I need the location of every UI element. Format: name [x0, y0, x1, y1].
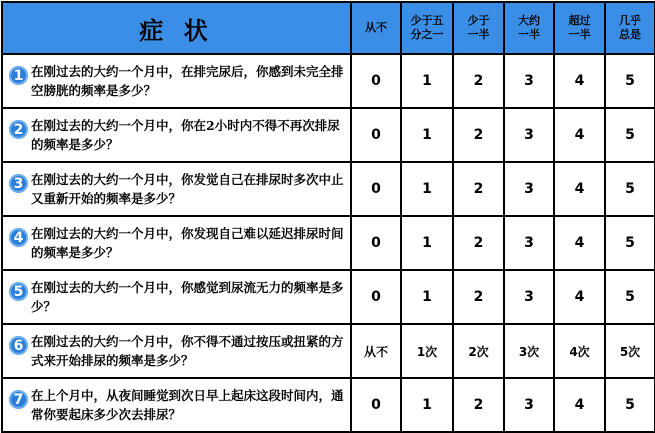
score-option[interactable]: 0	[351, 108, 401, 162]
number-6-icon: 6	[9, 336, 28, 355]
header-option-less-than-half: 少于 一半	[453, 2, 504, 54]
score-option[interactable]: 2	[453, 378, 504, 432]
question-text: 在刚过去的大约一个月中，你感觉到尿流无力的频率是多少？	[31, 280, 344, 314]
number-4-icon: 4	[9, 228, 28, 247]
score-option[interactable]: 4	[554, 108, 605, 162]
symptom-score-table	[1, 1, 655, 433]
score-option[interactable]: 4	[554, 216, 605, 270]
score-option[interactable]: 3	[504, 378, 554, 432]
question-cell	[2, 216, 351, 270]
question-text: 在刚过去的大约一个月中，你在2小时内不得不再次排尿的频率是多少？	[31, 118, 340, 152]
question-text: 在刚过去的大约一个月中，你不得不通过按压或扭紧的方式来开始排尿的频率是多少？	[31, 334, 344, 368]
score-option[interactable]: 3	[504, 162, 554, 216]
score-option[interactable]: 1	[401, 378, 453, 432]
score-option[interactable]: 0	[351, 54, 401, 108]
score-option[interactable]: 3次	[504, 324, 554, 378]
score-option[interactable]: 5	[605, 270, 655, 324]
score-option[interactable]: 0	[351, 270, 401, 324]
question-text: 在刚过去的大约一个月中，你发现自己难以延迟排尿时间的频率是多少？	[31, 226, 344, 260]
header-option-about-half: 大约 一半	[504, 2, 554, 54]
score-option[interactable]: 5	[605, 162, 655, 216]
question-text: 在刚过去的大约一个月中，在排完尿后，你感到未完全排空膀胱的频率是多少？	[31, 64, 344, 98]
question-cell	[2, 108, 351, 162]
score-option[interactable]: 5次	[605, 324, 655, 378]
score-option[interactable]: 2	[453, 216, 504, 270]
score-option[interactable]: 4	[554, 54, 605, 108]
question-text: 在刚过去的大约一个月中，你发觉自己在排尿时多次中止又重新开始的频率是多少？	[31, 172, 344, 206]
number-3-icon: 3	[9, 174, 28, 193]
score-option[interactable]: 3	[504, 270, 554, 324]
score-option[interactable]: 2	[453, 270, 504, 324]
header-row	[2, 2, 655, 54]
question-cell	[2, 324, 351, 378]
score-option[interactable]: 1	[401, 270, 453, 324]
score-option[interactable]: 1	[401, 108, 453, 162]
score-option[interactable]: 1	[401, 216, 453, 270]
header-title: 症 状	[2, 2, 351, 54]
number-5-icon: 5	[9, 282, 28, 301]
score-option[interactable]: 5	[605, 108, 655, 162]
score-option[interactable]: 1次	[401, 324, 453, 378]
question-row-6	[2, 324, 655, 378]
question-row-2	[2, 108, 655, 162]
question-row-1	[2, 54, 655, 108]
header-option-almost-always: 几乎 总是	[605, 2, 655, 54]
score-option[interactable]: 0	[351, 162, 401, 216]
question-cell	[2, 162, 351, 216]
score-option[interactable]: 3	[504, 108, 554, 162]
score-option[interactable]: 从不	[351, 324, 401, 378]
number-2-icon: 2	[9, 120, 28, 139]
score-option[interactable]: 2次	[453, 324, 504, 378]
score-option[interactable]: 5	[605, 378, 655, 432]
score-option[interactable]: 4	[554, 270, 605, 324]
number-1-icon: 1	[9, 66, 28, 85]
score-option[interactable]: 1	[401, 162, 453, 216]
score-option[interactable]: 4	[554, 378, 605, 432]
score-option[interactable]: 2	[453, 54, 504, 108]
score-option[interactable]: 0	[351, 378, 401, 432]
header-option-never: 从不	[351, 2, 401, 54]
header-option-less-than-one-fifth: 少于五 分之一	[401, 2, 453, 54]
score-option[interactable]: 1	[401, 54, 453, 108]
score-option[interactable]: 3	[504, 54, 554, 108]
question-cell	[2, 270, 351, 324]
question-row-4	[2, 216, 655, 270]
score-option[interactable]: 3	[504, 216, 554, 270]
score-option[interactable]: 0	[351, 216, 401, 270]
question-cell	[2, 54, 351, 108]
score-option[interactable]: 4	[554, 162, 605, 216]
question-text: 在上个月中，从夜间睡觉到次日早上起床这段时间内，通常你要起床多少次去排尿？	[31, 388, 344, 422]
question-row-3	[2, 162, 655, 216]
score-option[interactable]: 5	[605, 54, 655, 108]
score-option[interactable]: 4次	[554, 324, 605, 378]
header-option-more-than-half: 超过 一半	[554, 2, 605, 54]
question-cell	[2, 378, 351, 432]
score-option[interactable]: 5	[605, 216, 655, 270]
score-option[interactable]: 2	[453, 108, 504, 162]
question-row-5	[2, 270, 655, 324]
question-row-7	[2, 378, 655, 432]
score-option[interactable]: 2	[453, 162, 504, 216]
number-7-icon: 7	[9, 390, 28, 409]
